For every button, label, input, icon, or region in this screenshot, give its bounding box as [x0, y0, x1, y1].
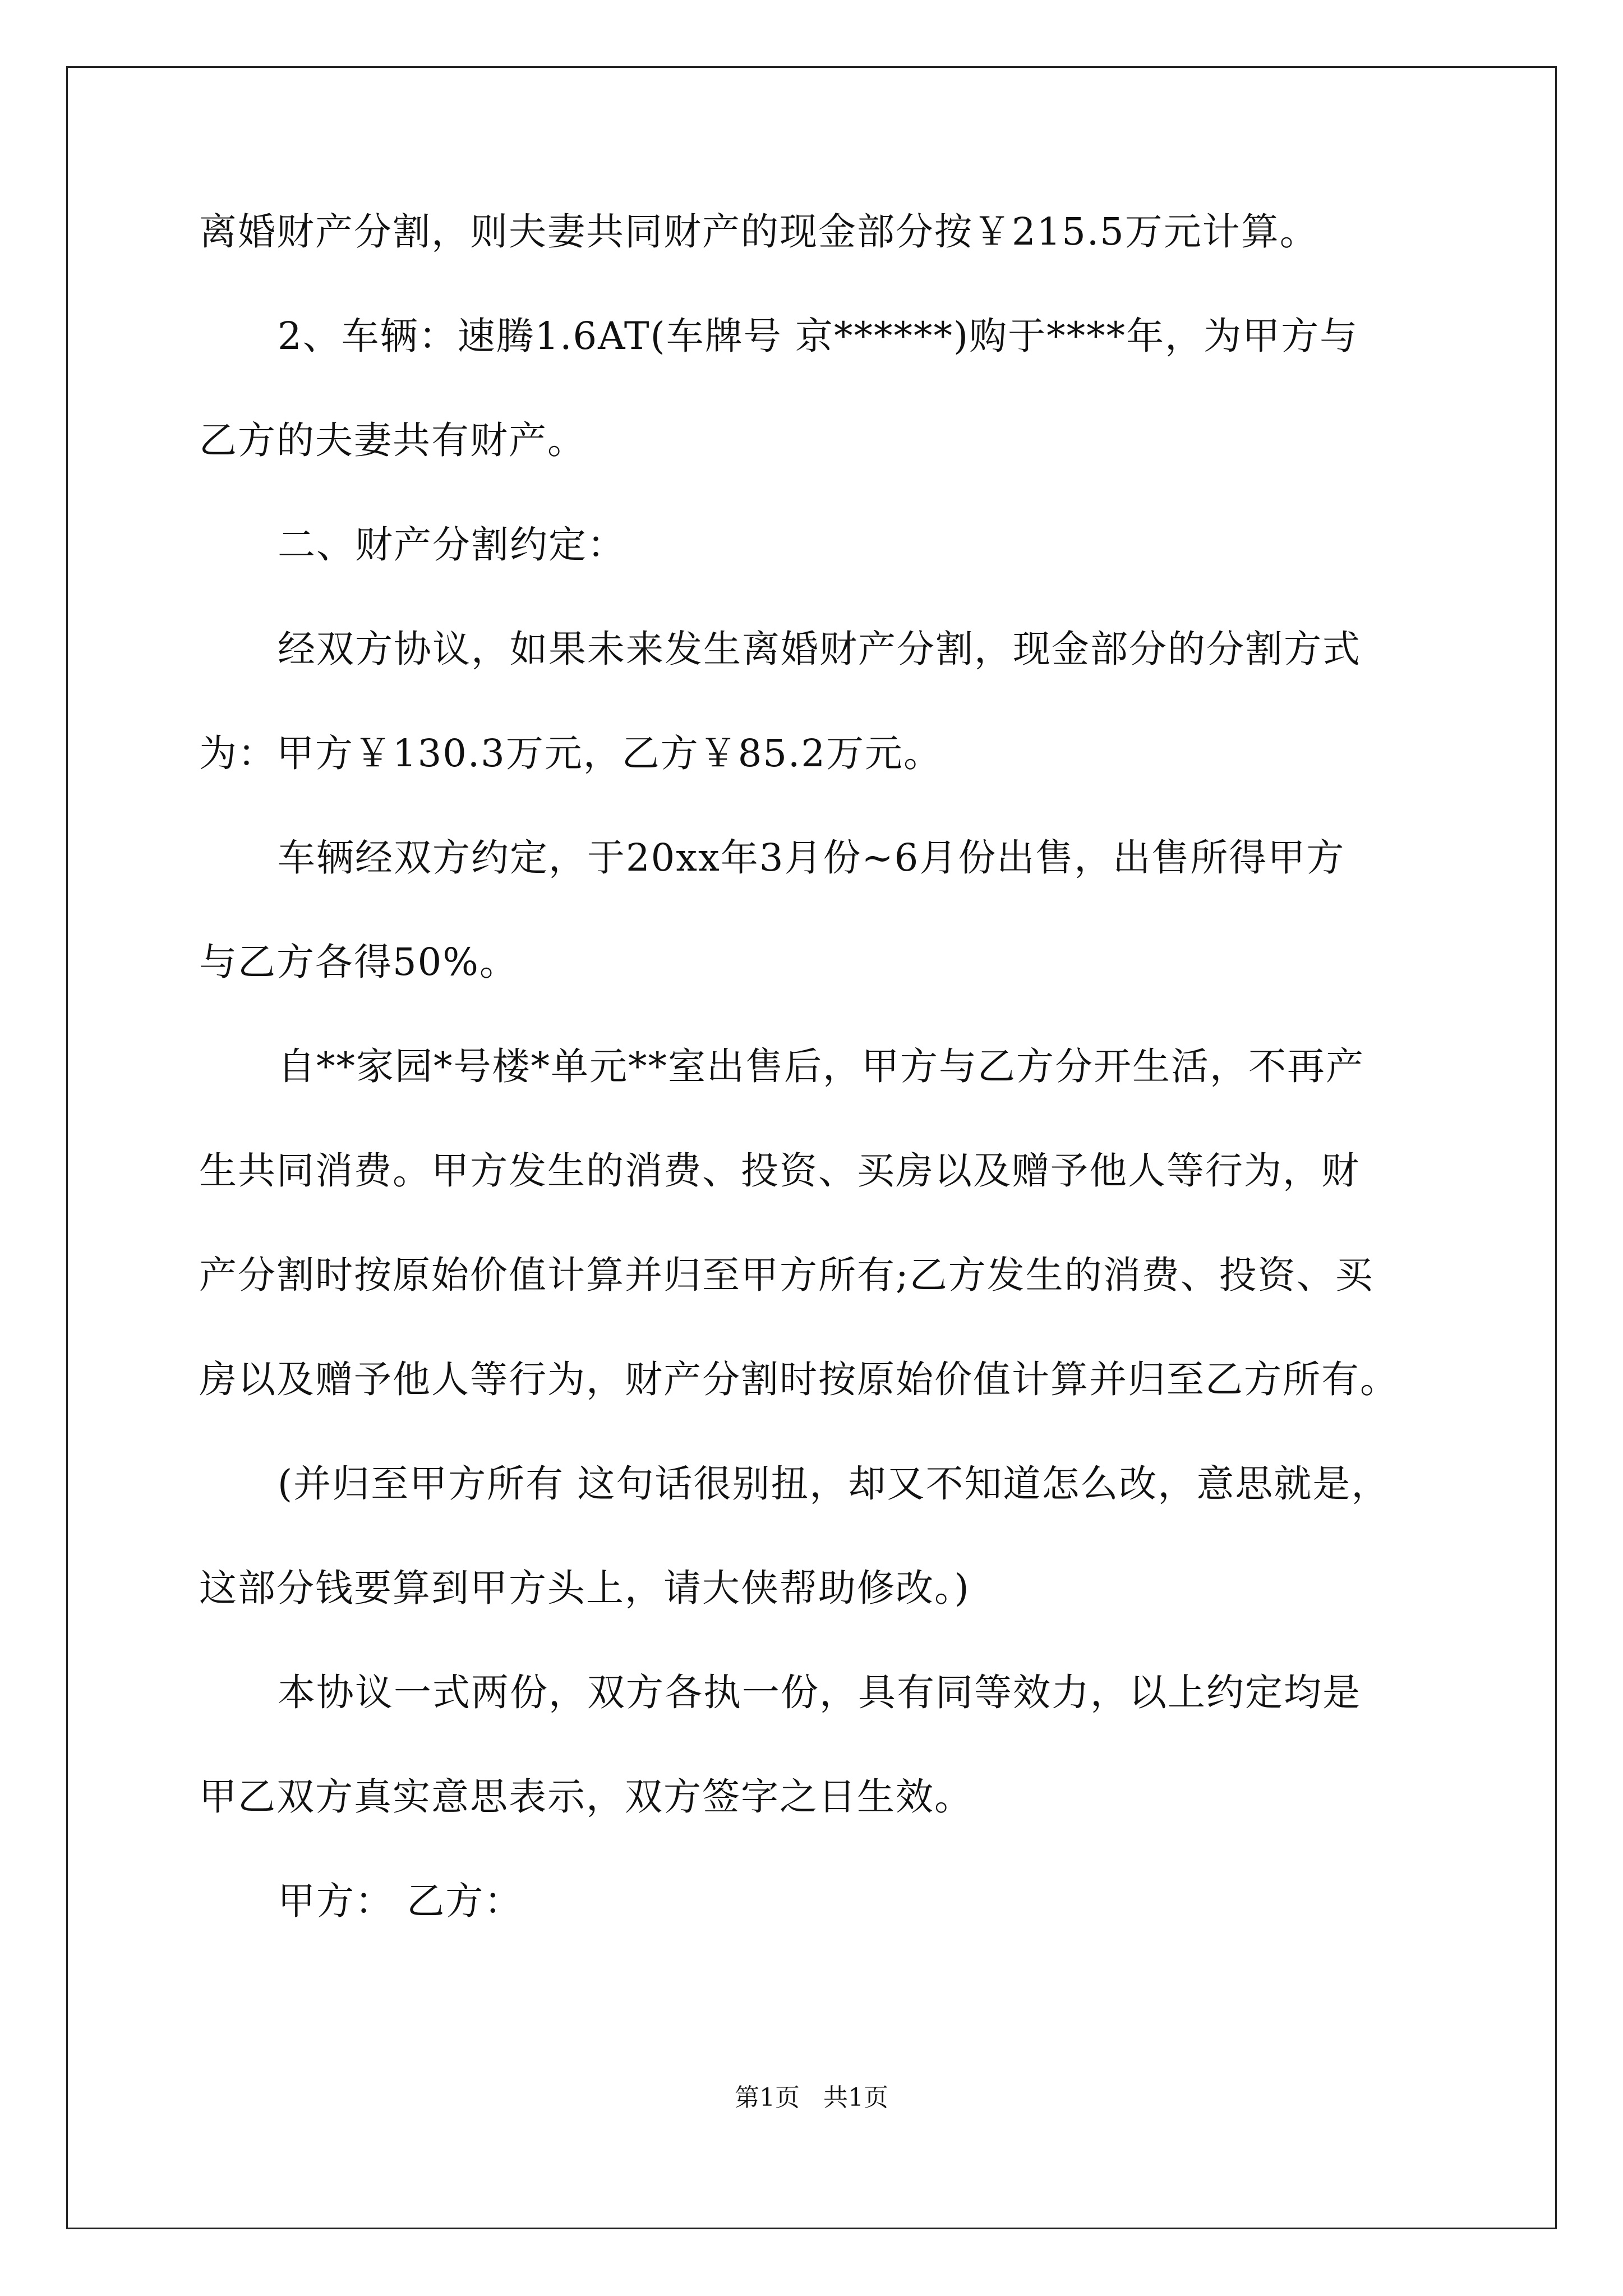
text-line: 产分割时按原始价值计算并归至甲方所有;乙方发生的消费、投资、买: [199, 1253, 1374, 1297]
text-line: 车辆经双方约定，于20xx年3月份~6月份出售，出售所得甲方: [278, 836, 1345, 880]
text-line: 房以及赠予他人等行为，财产分割时按原始价值计算并归至乙方所有。: [199, 1358, 1399, 1401]
text-line: 乙方的夫妻共有财产。: [199, 418, 586, 462]
text-line: 与乙方各得50%。: [199, 940, 518, 984]
text-line: 自**家园*号楼*单元**室出售后，甲方与乙方分开生活，不再产: [278, 1045, 1364, 1088]
text-line: 生共同消费。甲方发生的消费、投资、买房以及赠予他人等行为，财: [199, 1149, 1360, 1193]
text-line: 离婚财产分割，则夫妻共同财产的现金部分按￥215.5万元计算。: [199, 210, 1318, 254]
text-line: 本协议一式两份，双方各执一份，具有同等效力，以上约定均是: [278, 1671, 1361, 1714]
text-line: 为：甲方￥130.3万元，乙方￥85.2万元。: [199, 731, 942, 775]
text-line: 经双方协议，如果未来发生离婚财产分割，现金部分的分割方式: [278, 627, 1361, 671]
signature-line: 甲方： 乙方：: [278, 1879, 523, 1923]
section-heading: 二、财产分割约定：: [278, 523, 626, 567]
page-footer: 第1页 共1页: [735, 2083, 888, 2112]
text-line: (并归至甲方所有 这句话很别扭，却又不知道怎么改，意思就是，: [278, 1462, 1390, 1506]
text-line: 2、车辆：速腾1.6AT(车牌号 京******)购于****年，为甲方与: [278, 314, 1359, 358]
text-line: 这部分钱要算到甲方头上，请大侠帮助修改。): [199, 1566, 970, 1610]
text-line: 甲乙双方真实意思表示，双方签字之日生效。: [199, 1775, 973, 1819]
document-body: [199, 210, 1433, 1987]
